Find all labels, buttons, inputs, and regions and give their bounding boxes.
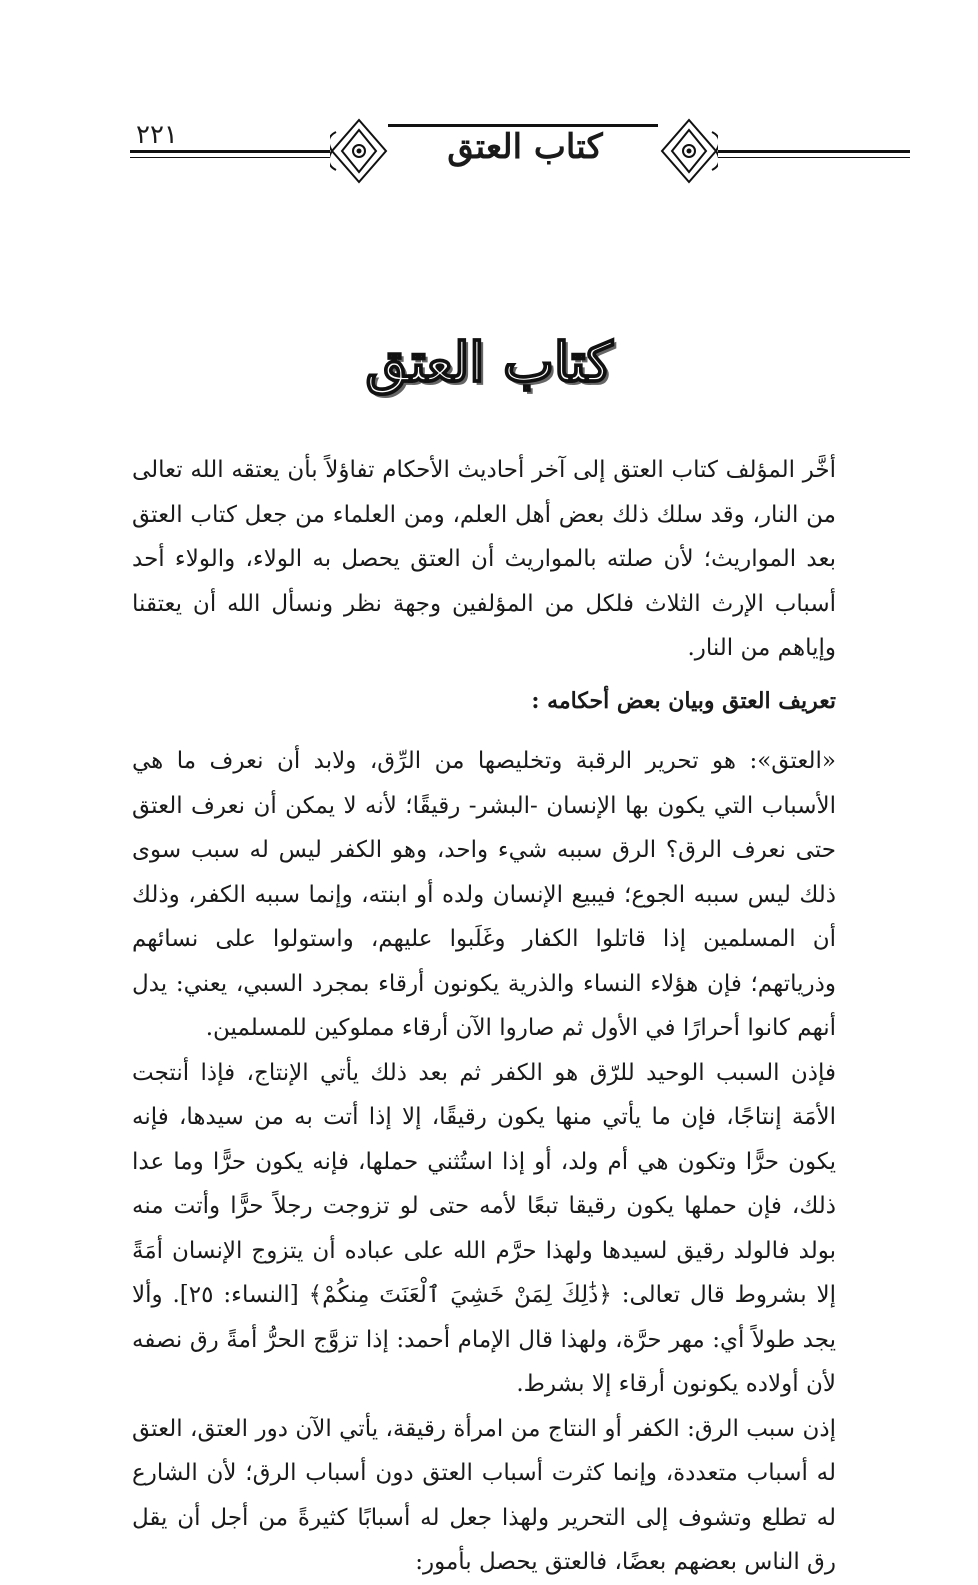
header-rule-right bbox=[718, 150, 910, 153]
body-text bbox=[132, 448, 836, 1585]
header-rule-left-thin bbox=[130, 157, 330, 158]
page-number: ٢٢١ bbox=[136, 120, 178, 150]
running-title: كتاب العتق bbox=[447, 127, 603, 167]
cause-paragraph: فإذن السبب الوحيد للرّق هو الكفر ثم بعد ذلك يأتي الإنتاج، فإذا أنتجت الأمَة إنتاجًا، فإن ما يأتي منها يكون رقيقًا، إلا إذا أتت به من سيدها، فإنه يكون حرًّا وتكون هي أم ولد، أو إذا استُثني حملها، فإنه يكون حرًّا وما عدا ذلك، فإن حملها يكون رقيقا تبعًا لأمه حتى لو تزوجت رجلاً حرًّا وأتت منه بولد فالولد رقيق لسيدها ولهذا حرَّم الله على عباده أن يتزوج الإنسان أمَةً إلا بشروط قال تعالى: ﴿ذَٰلِكَ لِمَنْ خَشِيَ ٱلْعَنَتَ مِنكُمْ﴾ [النساء: ٢٥]. وألا يجد طولاً أي: مهر حرَّة، ولهذا قال الإمام أحمد: إذا تزوَّج الحرُّ أمةً رق نصفه لأن أولاده يكونون أرقاء إلا بشرط. bbox=[132, 1059, 836, 1397]
right-ornament-icon bbox=[660, 118, 718, 184]
intro-paragraph: أخَّر المؤلف كتاب العتق إلى آخر أحاديث الأحكام تفاؤلاً بأن يعتقه الله تعالى من النار، وقد سلك ذلك بعض أهل العلم، ومن العلماء من جعل كتاب العتق بعد المواريث؛ لأن صلته بالمواريث أن العتق يحصل به الولاء، والولاء أحد أسباب الإرث الثلاث فلكل من المؤلفين وجهة نظر ونسأل الله أن يعتقنا وإياهم من النار. bbox=[132, 457, 836, 661]
definition-paragraph: «العتق»: هو تحرير الرقبة وتخليصها من الرِّق، ولابد أن نعرف ما هي الأسباب التي يكون بها الإنسان -البشر- رقيقًا؛ لأنه لا يمكن أن نعرف العتق حتى نعرف الرق؟ الرق سببه شيء واحد، وهو الكفر ليس له سبب سوى ذلك ليس سببه الجوع؛ فيبيع الإنسان ولده أو ابنته، وإنما سببه الكفر، وذلك أن المسلمين إذا قاتلوا الكفار وغَلَبوا عليهم، واستولوا على نسائهم وذرياتهم؛ فإن هؤلاء النساء والذرية يكونون أرقاء بمجرد السبي، يعني: يدل أنهم كانوا أحرارًا في الأول ثم صاروا الآن أرقاء مملوكين للمسلمين. bbox=[132, 748, 836, 1041]
page-header bbox=[130, 112, 910, 192]
section-subheading: تعريف العتق وبيان بعض أحكامه : bbox=[531, 687, 836, 714]
header-rule-left bbox=[130, 150, 330, 153]
summary-paragraph: إذن سبب الرق: الكفر أو النتاج من امرأة رقيقة، يأتي الآن دور العتق، العتق له أسباب متعددة، وإنما كثرت أسباب العتق دون أسباب الرق؛ لأن الشارع له تطلع وتشوف إلى التحرير ولهذا جعل له أسبابًا كثيرةً من أجل أن يقل رق الناس بعضهم بعضًا، فالعتق يحصل بأمور: bbox=[132, 1415, 836, 1575]
chapter-title: كتاب العتق bbox=[365, 330, 613, 394]
header-rule-right-thin bbox=[718, 157, 910, 158]
left-ornament-icon bbox=[330, 118, 388, 184]
